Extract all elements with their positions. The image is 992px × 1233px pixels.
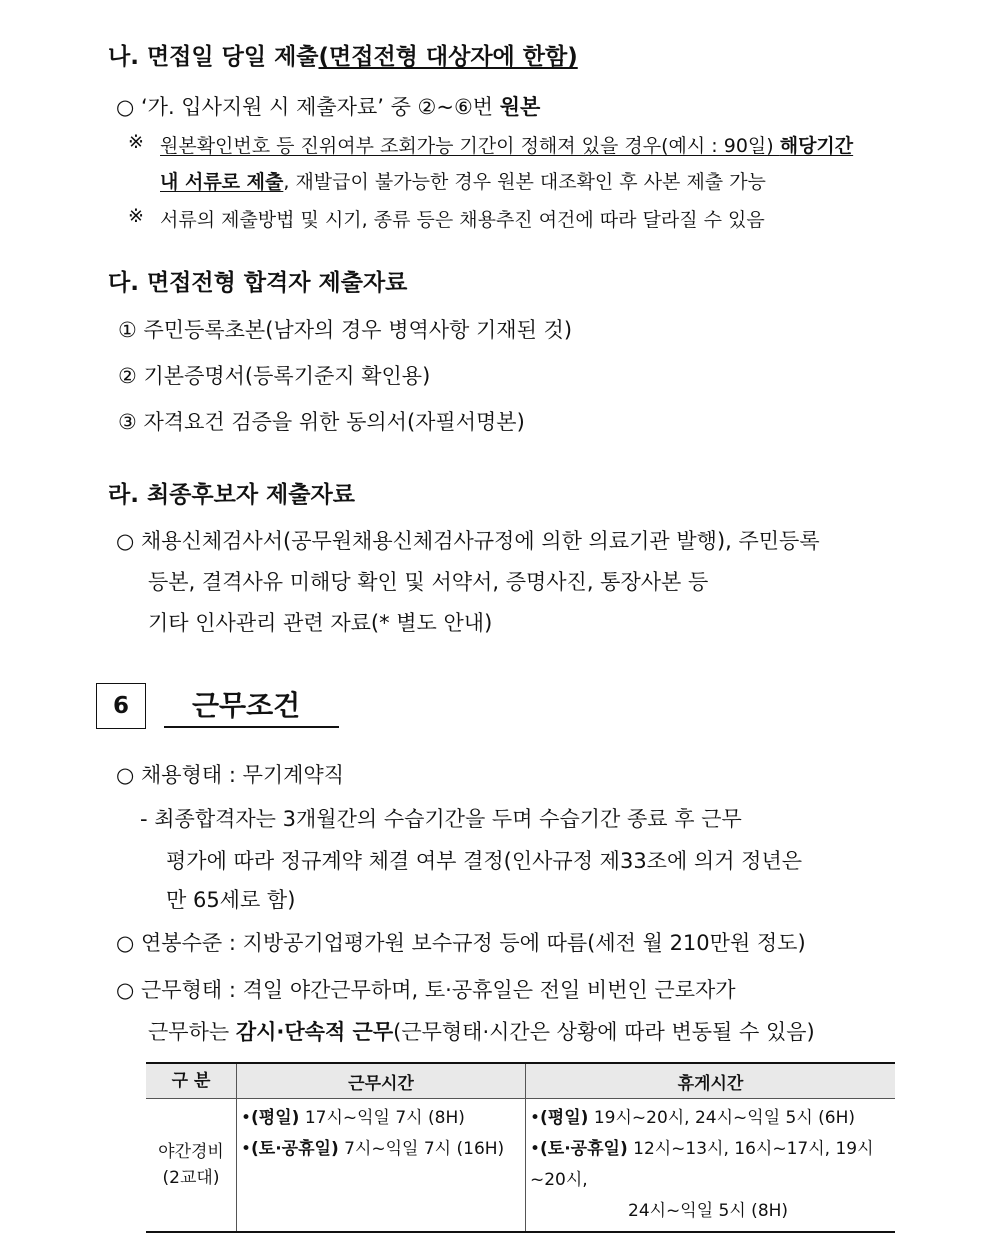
- na-note-1-mark: ※: [128, 131, 144, 153]
- na-note-1-line-1: [160, 131, 853, 158]
- ra-line-2: 등본, 결격사유 미해당 확인 및 서약서, 증명사진, 통장사본 등: [148, 570, 709, 594]
- work-holiday-label: (토·공휴일): [251, 1139, 339, 1159]
- header-work-hours: 근무시간: [237, 1063, 526, 1099]
- rest-hours-cell: [526, 1099, 896, 1233]
- na-item-1-bold: 원본: [499, 95, 541, 119]
- s6-work-type-line-1: ○ 근무형태 : 격일 야간근무하며, 토·공휴일은 전일 비번인 근로자가: [116, 978, 736, 1002]
- section-na-title-paren: (면접전형 대상자에 한함): [318, 44, 578, 70]
- rest-hours-holiday-cont: 24시~익일 5시 (8H): [628, 1201, 789, 1221]
- s6-work-type-bold: 감시·단속적 근무: [235, 1020, 394, 1044]
- header-category: 구 분: [146, 1063, 237, 1099]
- s6-work-type-pre: 근무하는: [148, 1020, 236, 1044]
- s6-employment-type: ○ 채용형태 : 무기계약직: [116, 763, 344, 787]
- rest-weekday-label: (평일): [540, 1108, 589, 1128]
- section-ra-title: 라. 최종후보자 제출자료: [108, 482, 355, 508]
- section-6-title: 근무조건: [164, 684, 339, 728]
- na-note-1-line-2: [160, 167, 766, 194]
- bullet-icon: •: [241, 1108, 252, 1128]
- ra-line-3: 기타 인사관리 관련 자료(* 별도 안내): [148, 611, 493, 635]
- ra-line-1: ○ 채용신체검사서(공무원채용신체검사규정에 의한 의료기관 발행), 주민등록: [116, 529, 820, 553]
- section-6-number: 6: [112, 693, 129, 719]
- table-row: [146, 1099, 895, 1233]
- section-na-title: 나. 면접일 당일 제출: [108, 44, 319, 70]
- row-label-line-2: (2교대): [162, 1168, 220, 1188]
- bullet-icon: •: [530, 1139, 541, 1159]
- na-note-1-line-2-bold: 내 서류로 제출: [160, 171, 284, 193]
- work-holiday-text: 7시~익일 7시 (16H): [338, 1139, 505, 1159]
- da-item-1: ① 주민등록초본(남자의 경우 병역사항 기재된 것): [118, 318, 573, 342]
- s6-sub-line-2: 평가에 따라 정규계약 체결 여부 결정(인사규정 제33조에 의거 정년은: [166, 849, 803, 873]
- row-label-line-1: 야간경비: [158, 1142, 224, 1162]
- row-label: [146, 1099, 237, 1233]
- da-item-2: ② 기본증명서(등록기준지 확인용): [118, 364, 431, 388]
- work-schedule-table: [146, 1062, 895, 1233]
- section-da-title: 다. 면접전형 합격자 제출자료: [108, 270, 408, 296]
- s6-sub-line-1: - 최종합격자는 3개월간의 수습기간을 두며 수습기간 종료 후 근무: [140, 807, 742, 831]
- work-weekday-text: 17시~익일 7시 (8H): [299, 1108, 465, 1128]
- na-note-2: 서류의 제출방법 및 시기, 종류 등은 채용추진 여건에 따라 달라질 수 있음: [160, 209, 765, 231]
- bullet-icon: •: [530, 1108, 541, 1128]
- rest-weekday-text: 19시~20시, 24시~익일 5시 (6H): [588, 1108, 856, 1128]
- na-note-2-mark: ※: [128, 205, 144, 227]
- rest-hours-holiday: [530, 1134, 891, 1196]
- work-hours-weekday: [241, 1103, 521, 1134]
- na-note-1-bold: 해당기간: [779, 135, 854, 157]
- section-6-number-box: [96, 683, 146, 729]
- rest-holiday-text: 12시~13시, 16시~17시, 19시~20시,: [530, 1139, 874, 1190]
- s6-salary: ○ 연봉수준 : 지방공기업평가원 보수규정 등에 따름(세전 월 210만원 정도): [116, 931, 806, 955]
- header-rest-hours: 휴게시간: [526, 1063, 896, 1099]
- bullet-icon: •: [241, 1139, 252, 1159]
- s6-work-type-post: (근무형태·시간은 상황에 따라 변동될 수 있음): [393, 1020, 815, 1044]
- na-note-1-line-2-text: , 재발급이 불가능한 경우 원본 대조확인 후 사본 제출 가능: [283, 171, 766, 193]
- section-na-heading: [108, 38, 578, 71]
- da-item-3: ③ 자격요건 검증을 위한 동의서(자필서명본): [118, 410, 525, 434]
- table-header-row: [146, 1063, 895, 1099]
- rest-hours-weekday: [530, 1103, 891, 1134]
- na-note-1-underlined: 원본확인번호 등 진위여부 조회가능 기간이 정해져 있을 경우(예시 : 90일): [160, 135, 780, 157]
- rest-holiday-label: (토·공휴일): [540, 1139, 628, 1159]
- s6-work-type-line-2: [148, 1016, 815, 1046]
- work-hours-holiday: [241, 1134, 521, 1165]
- s6-sub-line-3: 만 65세로 함): [166, 888, 296, 912]
- work-hours-cell: [237, 1099, 526, 1233]
- na-item-1: [116, 91, 540, 121]
- work-weekday-label: (평일): [251, 1108, 300, 1128]
- na-item-1-text: ○ ‘가. 입사지원 시 제출자료’ 중 ②~⑥번: [116, 95, 500, 119]
